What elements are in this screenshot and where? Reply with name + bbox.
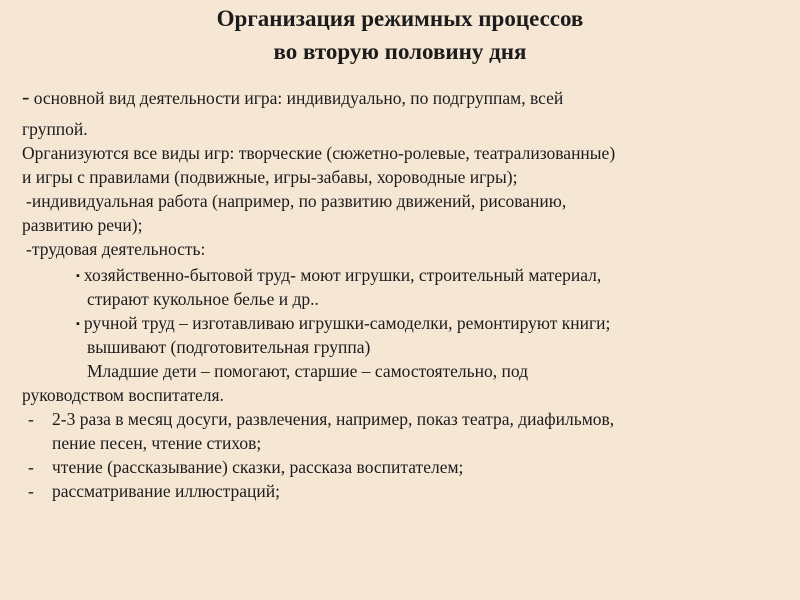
dash-marker-1: - <box>28 409 34 429</box>
text-line-6: развитию речи); <box>22 215 143 235</box>
dash-item-1: 2-3 раза в месяц досуги, развлечения, например, показ театра, диафильмов, <box>52 409 615 429</box>
text-line-5: -индивидуальная работа (например, по развитию движений, рисованию, <box>26 191 567 211</box>
bullet-icon: ▪ <box>76 270 80 282</box>
dash-marker-2: - <box>28 457 34 477</box>
bullet-icon: ▪ <box>76 318 80 330</box>
bullet-item-2-text: ручной труд – изготавливаю игрушки-самоделки, ремонтируют книги; <box>83 313 611 333</box>
text-line-13: руководством воспитателя. <box>22 385 224 405</box>
slide-title <box>0 2 800 68</box>
dash-marker-3: - <box>28 481 34 501</box>
text-line-4: и игры с правилами (подвижные, игры-забавы, хороводные игры); <box>22 167 518 187</box>
text-line-7: -трудовая деятельность: <box>26 239 206 259</box>
dash-item-2: чтение (рассказывание) сказки, рассказа воспитателем; <box>52 457 464 477</box>
text-line-2: группой. <box>22 119 88 139</box>
bullet-item-2-cont: вышивают (подготовительная группа) <box>87 337 371 357</box>
text-line-12: Младшие дети – помогают, старшие – самостоятельно, под <box>87 361 529 381</box>
text-line-3: Организуются все виды игр: творческие (сюжетно-ролевые, театрализованные) <box>22 143 616 163</box>
text-line-1-content: основной вид деятельности игра: индивидуально, по подгруппам, всей <box>29 88 564 108</box>
title-line-2: во вторую половину дня <box>273 39 527 64</box>
text-line-1 <box>22 86 563 109</box>
title-line-1: Организация режимных процессов <box>216 6 584 31</box>
bullet-item-1-text: хозяйственно-бытовой труд- моют игрушки, строительный материал, <box>83 265 602 285</box>
dash-marker: - <box>22 84 30 109</box>
dash-item-1-cont: пение песен, чтение стихов; <box>52 433 262 453</box>
bullet-item-1-cont: стирают кукольное белье и др.. <box>87 289 319 309</box>
bullet-item-1 <box>76 264 601 287</box>
bullet-item-2 <box>76 312 610 335</box>
dash-item-3: рассматривание иллюстраций; <box>52 481 280 501</box>
